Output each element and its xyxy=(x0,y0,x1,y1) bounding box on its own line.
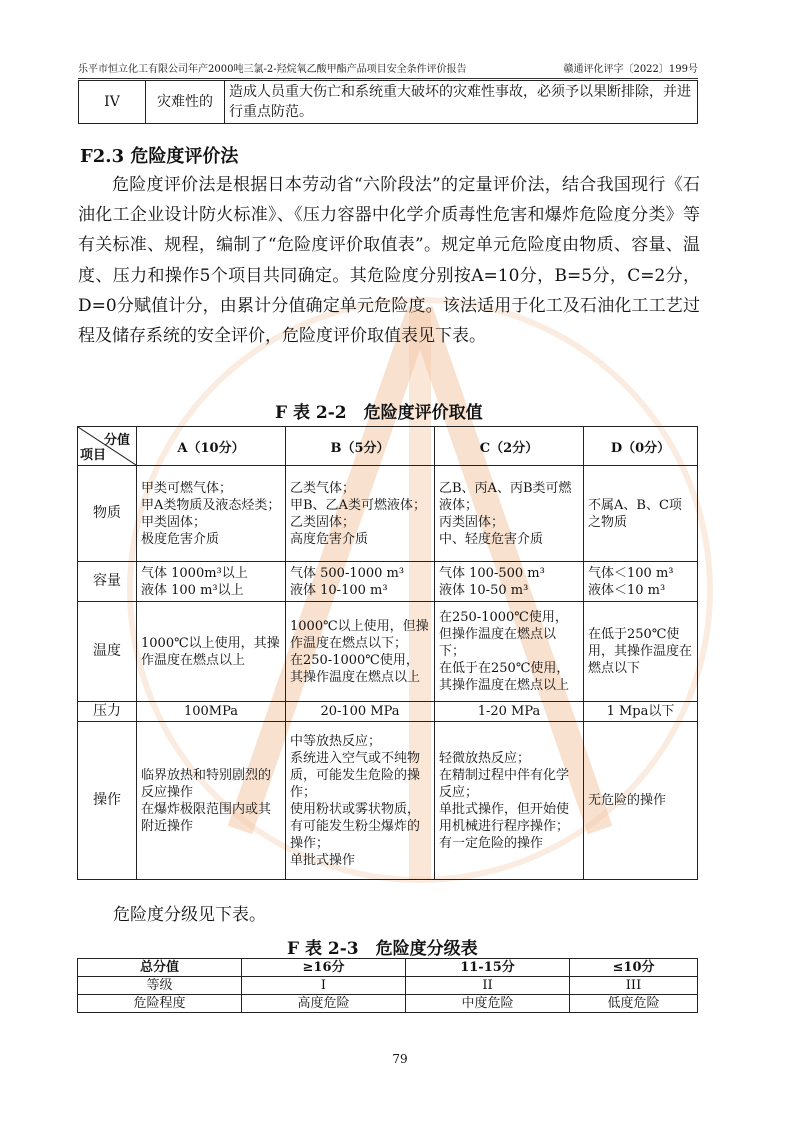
header-d: D（0分） xyxy=(584,427,698,466)
hazard-level-cell: IV xyxy=(79,81,146,124)
header-a: A（10分） xyxy=(137,427,286,466)
row-label-operation: 操作 xyxy=(78,722,137,880)
cell: ≥16分 xyxy=(242,959,406,977)
table-header-row xyxy=(78,427,698,466)
cell: 无危险的操作 xyxy=(584,722,698,880)
cell: 100MPa xyxy=(137,702,286,722)
table-header-row xyxy=(78,959,698,977)
table-row xyxy=(78,702,698,722)
cell: 乙类气体； 甲B、乙A类可燃液体； 乙类固体； 高度危害介质 xyxy=(286,466,435,562)
page-header xyxy=(78,56,698,79)
header-b: B（5分） xyxy=(286,427,435,466)
cell: 气体＜100 m³ 液体＜10 m³ xyxy=(584,562,698,602)
header-c: C（2分） xyxy=(435,427,584,466)
table-caption-risk-values: F 表 2-2 危险度评价取值 xyxy=(275,403,483,423)
section-paragraph: 危险度评价法是根据日本劳动省“六阶段法”的定量评价法，结合我国现行《石油化工企业设计防火标准》、《压力容器中化学介质毒性危害和爆炸危险度分类》等有关标准、规程，编制了“危险度评价取值表”。规定单元危险度由物质、容量、温度、压力和操作5个项目共同确定。其危险度分别按A=10分，B=5分，C=2分，D=0分赋值计分，由累计分值确定单元危险度。该法适用于化工及石油化工工艺过程及储存系统的安全评价，危险度评价取值表见下表。 xyxy=(78,175,700,347)
cell: 中度危险 xyxy=(406,995,570,1013)
table-row xyxy=(78,977,698,995)
cell: 不属A、B、C项之物质 xyxy=(584,466,698,562)
cell: 气体 100-500 m³ 液体 10-50 m³ xyxy=(435,562,584,602)
cell: II xyxy=(406,977,570,995)
cell: 气体 1000m³以上 液体 100 m³以上 xyxy=(137,562,286,602)
hazard-level-table-tail xyxy=(78,80,698,124)
cell: ≤10分 xyxy=(570,959,698,977)
cell: 1-20 MPa xyxy=(435,702,584,722)
table-row xyxy=(78,466,698,562)
cell: 1000℃以上使用，但操作温度在燃点以下； 在250-1000℃使用，其操作温度在燃点以上 xyxy=(286,602,435,702)
risk-grade-table xyxy=(77,958,698,1013)
cell: 高度危险 xyxy=(242,995,406,1013)
table-row xyxy=(78,722,698,880)
cell: 中等放热反应； 系统进入空气或不纯物质，可能发生危险的操作； 使用粉状或雾状物质，有可能发生粉尘爆炸的操作； 单批式操作 xyxy=(286,722,435,880)
corner-label-item: 项目 xyxy=(80,448,107,463)
cell: 11-15分 xyxy=(406,959,570,977)
corner-label-score: 分值 xyxy=(103,433,130,448)
cell: 1000℃以上使用，其操作温度在燃点以上 xyxy=(137,602,286,702)
row-label-temperature: 温度 xyxy=(78,602,137,702)
cell: 1 Mpa以下 xyxy=(584,702,698,722)
section-title: F2.3 危险度评价法 xyxy=(80,146,239,167)
header-report-title: 乐平市恒立化工有限公司年产2000吨三氯-2-羟烷氧乙酸甲酯产品项目安全条件评价报告 xyxy=(78,64,467,75)
cell: 在250-1000℃使用，但操作温度在燃点以下； 在低于在250℃使用，其操作温度在燃点以上 xyxy=(435,602,584,702)
cell: 临界放热和特别剧烈的反应操作 在爆炸极限范围内或其附近操作 xyxy=(137,722,286,880)
cell: 甲类可燃气体； 甲A类物质及液态烃类； 甲类固体； 极度危害介质 xyxy=(137,466,286,562)
hazard-desc-cell: 造成人员重大伤亡和系统重大破坏的灾难性事故，必须予以果断排除，并进行重点防范。 xyxy=(225,81,698,124)
cell: 在低于250℃使用，其操作温度在燃点以下 xyxy=(584,602,698,702)
row-label-pressure: 压力 xyxy=(78,702,137,722)
table-row xyxy=(79,81,698,124)
diagonal-header-cell xyxy=(78,427,137,466)
cell: 危险程度 xyxy=(78,995,242,1013)
page-number: 79 xyxy=(392,1052,408,1066)
cell: 乙B、丙A、丙B类可燃液体； 丙类固体； 中、轻度危害介质 xyxy=(435,466,584,562)
cell: 等级 xyxy=(78,977,242,995)
header-report-number: 赣通评化评字〔2022〕199号 xyxy=(563,64,698,75)
row-label-capacity: 容量 xyxy=(78,562,137,602)
table-row xyxy=(78,562,698,602)
risk-value-table xyxy=(77,426,698,880)
cell: I xyxy=(242,977,406,995)
table-row xyxy=(78,995,698,1013)
cell: 总分值 xyxy=(78,959,242,977)
cell: 低度危险 xyxy=(570,995,698,1013)
table-caption-risk-grades: F 表 2-3 危险度分级表 xyxy=(287,939,478,959)
hazard-name-cell: 灾难性的 xyxy=(146,81,225,124)
body-text-after-table: 危险度分级见下表。 xyxy=(113,905,266,925)
cell: III xyxy=(570,977,698,995)
cell: 轻微放热反应； 在精制过程中伴有化学反应； 单批式操作，但开始使用机械进行程序操作； 有一定危险的操作 xyxy=(435,722,584,880)
cell: 20-100 MPa xyxy=(286,702,435,722)
row-label-substance: 物质 xyxy=(78,466,137,562)
cell: 气体 500-1000 m³ 液体 10-100 m³ xyxy=(286,562,435,602)
table-row xyxy=(78,602,698,702)
